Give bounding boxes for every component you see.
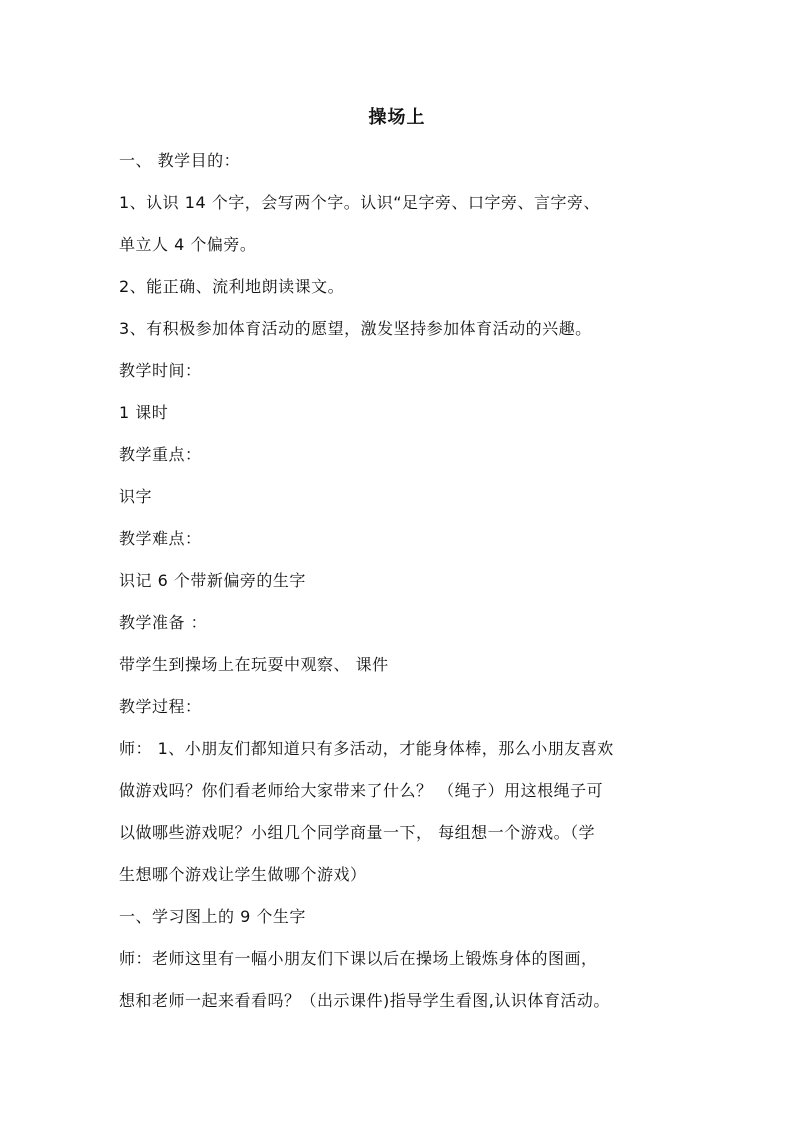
section-heading-preparation: 教学准备 ： — [119, 613, 208, 632]
process-para-2-line-1: 师：老师这里有一幅小朋友们下课以后在操场上锻炼身体的图画， — [119, 949, 598, 968]
section-heading-process: 教学过程： — [119, 697, 202, 716]
section-heading-key-points: 教学重点： — [119, 445, 202, 464]
objective-3: 3、有积极参加体育活动的愿望，激发坚持参加体育活动的兴趣。 — [119, 319, 592, 338]
process-para-1-line-4: 生想哪个游戏让学生做哪个游戏） — [119, 865, 367, 884]
process-para-2-line-2: 想和老师一起来看看吗？（出示课件)指导学生看图,认识体育活动。 — [119, 991, 610, 1010]
objective-1-line-1: 1、认识 14 个字，会写两个字。认识“足字旁、口字旁、言字旁、 — [119, 193, 601, 212]
difficulties-value: 识记 6 个带新偏旁的生字 — [119, 571, 306, 590]
time-value: 1 课时 — [119, 403, 169, 422]
section-heading-difficulties: 教学难点： — [119, 529, 202, 548]
process-para-1-line-2: 做游戏吗？你们看老师给大家带来了什么？ （绳子）用这根绳子可 — [119, 781, 604, 800]
process-para-1-line-1: 师： 1、小朋友们都知道只有多活动，才能身体棒，那么小朋友喜欢 — [119, 739, 614, 758]
document-title: 操场上 — [368, 107, 426, 128]
section-heading-objectives: 一、 教学目的： — [119, 151, 241, 170]
section-heading-learn-characters: 一、学习图上的 9 个生字 — [119, 907, 306, 926]
key-points-value: 识字 — [119, 487, 153, 506]
objective-2: 2、能正确、流利地朗读课文。 — [119, 277, 345, 296]
preparation-value: 带学生到操场上在玩耍中观察、 课件 — [119, 655, 389, 674]
objective-1-line-2: 单立人 4 个偏旁。 — [119, 235, 257, 254]
process-para-1-line-3: 以做哪些游戏呢？小组几个同学商量一下， 每组想一个游戏。（学 — [119, 823, 596, 842]
section-heading-time: 教学时间： — [119, 361, 202, 380]
